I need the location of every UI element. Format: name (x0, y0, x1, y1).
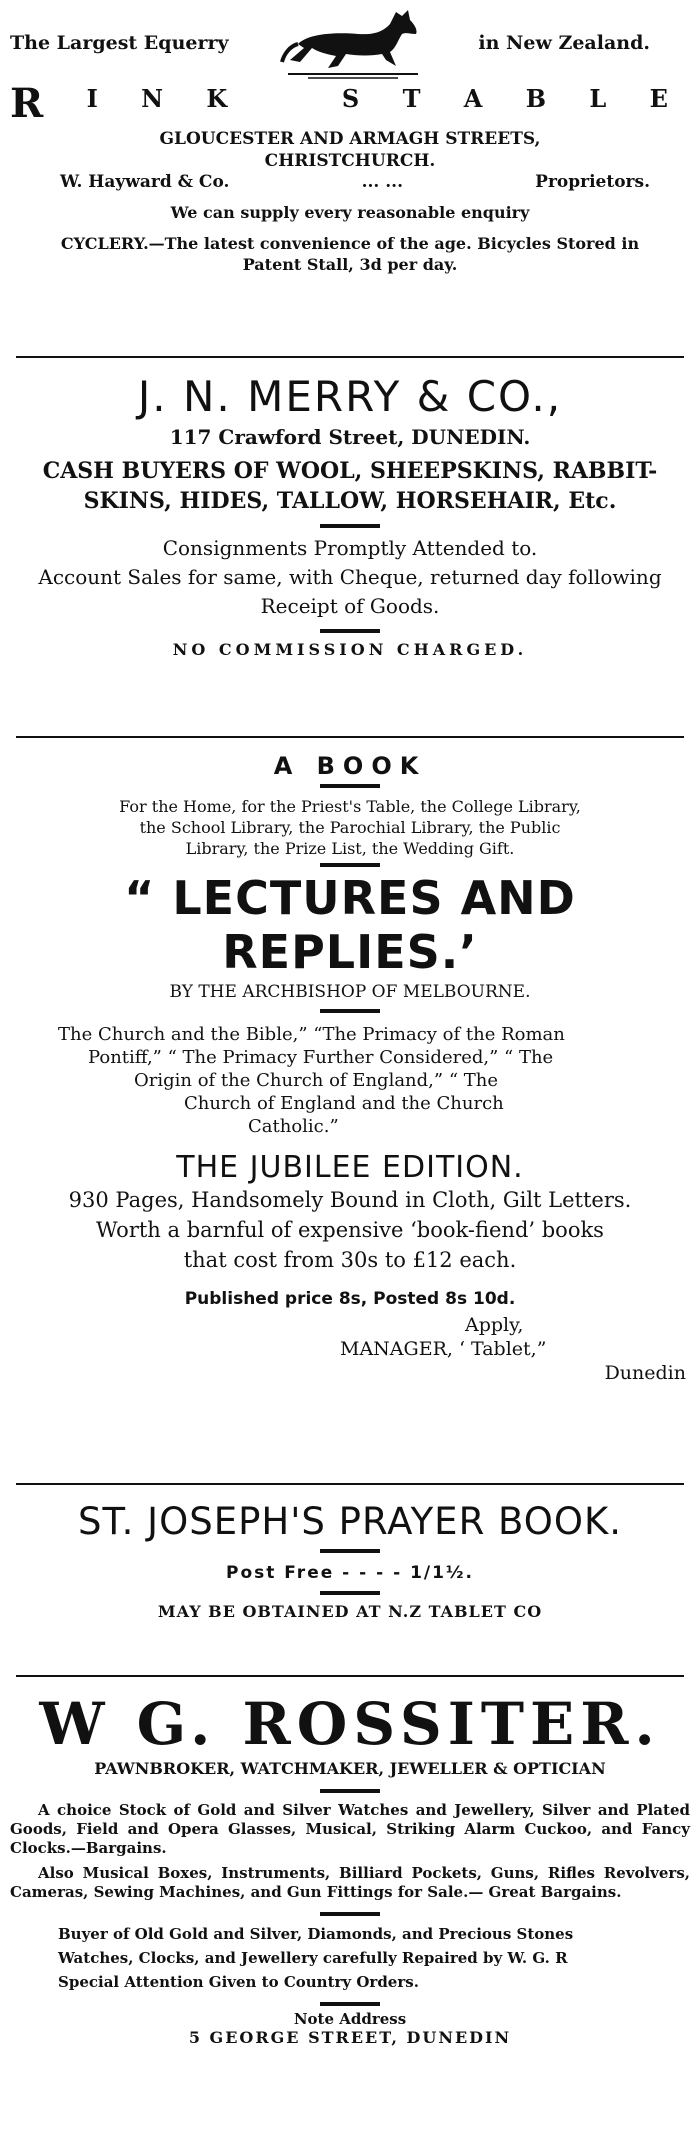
rink-address-1: GLOUCESTER AND ARMAGH STREETS, (159, 129, 541, 149)
rossiter-stock: A choice Stock of Gold and Silver Watches and Jewellery, Silver and Plated Goods, Field and Opera Glasses, Musical, Striking Alarm Cuckoo, and Fancy Clocks.—Bargains. (10, 1801, 690, 1857)
book-title: “ LECTURES AND REPLIES.’ (124, 871, 576, 979)
book-manager: MANAGER, ‘ Tablet,” (340, 1338, 547, 1360)
merry-title: J. N. MERRY & CO., (137, 372, 563, 421)
name-letter: K (206, 84, 230, 113)
merry-no-commission: NO COMMISSION CHARGED. (172, 640, 528, 659)
book-worth-2: that cost from 30s to £12 each. (183, 1248, 517, 1272)
book-pages: 930 Pages, Handsomely Bound in Cloth, Gilt Letters. (68, 1188, 632, 1212)
merry-address: 117 Crawford Street, DUNEDIN. (169, 425, 531, 449)
merry-sales-1: Account Sales for same, with Cheque, returned day following (38, 565, 662, 589)
rink-tagline (10, 4, 690, 82)
book-price: Published price 8s, Posted 8s 10d. (184, 1289, 516, 1309)
rossiter-also: Also Musical Boxes, Instruments, Billiard Pockets, Guns, Rifles Revolvers, Cameras, Sewing Machines, and Gun Fittings for Sale.— Great Bargains. (10, 1864, 690, 1901)
rink-cyclery-2: Patent Stall, 3d per day. (242, 255, 458, 274)
short-rule (320, 1009, 380, 1013)
merry-buyers-2: SKINS, HIDES, TALLOW, HORSEHAIR, Etc. (83, 488, 617, 514)
rossiter-note: Note Address (293, 2010, 407, 2028)
rossiter-title: W G. ROSSITER. (39, 1690, 661, 1758)
book-author: BY THE ARCHBISHOP OF MELBOURNE. (169, 982, 531, 1002)
short-rule (320, 524, 380, 528)
book-ad (10, 752, 690, 1385)
book-contents-4: Church of England and the Church (184, 1093, 504, 1114)
rink-enquiry: We can supply every reasonable enquiry (170, 203, 530, 222)
book-worth-1: Worth a barnful of expensive ‘book-fiend’ books (96, 1218, 604, 1242)
book-contents-2: Pontiff,” “ The Primacy Further Considered,” “ The (88, 1047, 554, 1068)
rink-stable-name (10, 80, 690, 127)
joseph-title: ST. JOSEPH'S PRAYER BOOK. (77, 1500, 623, 1543)
short-rule (320, 1912, 380, 1916)
short-rule (320, 784, 380, 788)
divider (10, 1483, 690, 1485)
short-rule (320, 1591, 380, 1595)
merry-buyers-1: CASH BUYERS OF WOOL, SHEEPSKINS, RABBIT- (42, 458, 658, 484)
joseph-ad (10, 1500, 690, 1622)
horse-icon (278, 4, 428, 82)
rink-owner-dots: ... ... (361, 172, 403, 192)
divider (10, 736, 690, 738)
divider (10, 1675, 690, 1677)
short-rule (320, 2002, 380, 2006)
book-for-2: the School Library, the Parochial Library, the Public (139, 818, 561, 837)
rink-cyclery-1: CYCLERY.—The latest convenience of the age. Bicycles Stored in (60, 234, 640, 253)
rink-address-2: CHRISTCHURCH. (264, 151, 436, 171)
merry-sales-2: Receipt of Goods. (260, 594, 440, 618)
name-letter: A (463, 84, 485, 113)
book-edition: THE JUBILEE EDITION. (176, 1150, 524, 1185)
short-rule (320, 863, 380, 867)
name-letter: R (10, 80, 46, 127)
merry-consignments: Consignments Promptly Attended to. (162, 536, 538, 560)
short-rule (320, 629, 380, 633)
name-letter: I (86, 84, 100, 113)
joseph-post-free: Post Free - - - - 1/1½. (225, 1563, 474, 1583)
short-rule (320, 1549, 380, 1553)
joseph-obtained: MAY BE OBTAINED AT N.Z TABLET CO (157, 1602, 543, 1621)
book-for-3: Library, the Prize List, the Wedding Gift. (185, 839, 515, 858)
name-letter: N (141, 84, 166, 113)
tagline-left: The Largest Equerry (10, 32, 229, 54)
short-rule (320, 1789, 380, 1793)
rink-owner-row (10, 172, 690, 192)
rossiter-buyer-3: Special Attention Given to Country Orders. (58, 1973, 419, 1991)
rink-owner: W. Hayward & Co. (60, 172, 230, 192)
tagline-right: in New Zealand. (478, 32, 650, 54)
rossiter-trades: PAWNBROKER, WATCHMAKER, JEWELLER & OPTICIAN (94, 1759, 606, 1778)
rink-role: Proprietors. (535, 172, 650, 192)
name-letter: B (525, 84, 549, 113)
name-letter: S (341, 84, 362, 113)
book-heading: A BOOK (273, 752, 427, 780)
name-letter: L (589, 84, 609, 113)
rink-stable-ad (10, 4, 690, 275)
book-city: Dunedin (604, 1362, 686, 1384)
rossiter-ad (10, 1690, 690, 2047)
book-for-1: For the Home, for the Priest's Table, the College Library, (119, 797, 581, 816)
rossiter-buyer-1: Buyer of Old Gold and Silver, Diamonds, and Precious Stones (58, 1925, 574, 1943)
divider (10, 356, 690, 358)
rossiter-buyer-2: Watches, Clocks, and Jewellery carefully Repaired by W. G. R (58, 1949, 568, 1967)
book-apply: Apply, (465, 1314, 524, 1336)
merry-ad (10, 372, 690, 660)
rossiter-address: 5 GEORGE STREET, DUNEDIN (188, 2028, 512, 2047)
book-contents-5: Catholic.” (248, 1116, 339, 1137)
name-letter: T (402, 84, 423, 113)
book-contents-3: Origin of the Church of England,” “ The (134, 1070, 498, 1091)
name-letter: E (649, 84, 670, 113)
book-contents-1: The Church and the Bible,” “The Primacy of the Roman (58, 1024, 565, 1045)
book-contents (10, 1023, 690, 1138)
